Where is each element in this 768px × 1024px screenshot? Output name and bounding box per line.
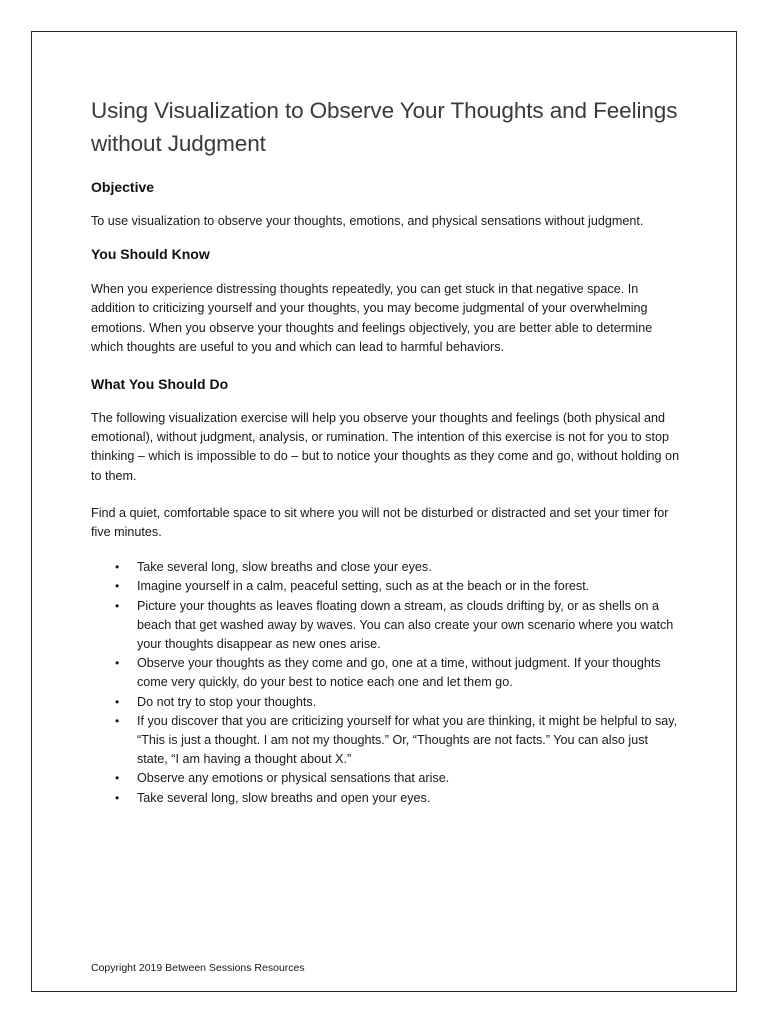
list-item-text: Do not try to stop your thoughts. — [137, 694, 317, 709]
list-item — [115, 769, 681, 788]
bullet-icon: • — [115, 790, 120, 805]
list-item — [115, 712, 681, 770]
bullet-icon: • — [115, 694, 120, 709]
should-know-heading: You Should Know — [91, 246, 210, 263]
list-item — [115, 693, 681, 712]
list-item-text: Take several long, slow breaths and close your eyes. — [137, 560, 432, 575]
list-item-text: Observe any emotions or physical sensations that arise. — [137, 771, 450, 786]
should-do-heading: What You Should Do — [91, 376, 229, 393]
bullet-icon: • — [115, 713, 120, 728]
bullet-icon: • — [115, 598, 120, 613]
copyright-footer: Copyright 2019 Between Sessions Resources — [91, 962, 305, 974]
list-item-text: Observe your thoughts as they come and go, one at a time, without judgment. If your thoughts come very quickly, do your best to notice each one and let them go. — [137, 656, 661, 690]
should-do-paragraph: The following visualization exercise will help you observe your thoughts and feelings (both physical and emotional), without judgment, analysis, or rumination. The intention of this exercise is not for you to stop thinking – which is impossible to do – but to notice your thoughts as they come and go, without holding on to them. — [91, 411, 680, 483]
bullet-icon: • — [115, 560, 120, 575]
list-item — [115, 597, 681, 655]
bullet-icon: • — [115, 656, 120, 671]
objective-text: To use visualization to observe your thoughts, emotions, and physical sensations without judgment. — [91, 214, 644, 228]
document-title: Using Visualization to Observe Your Thoughts and Feelings without Judgment — [91, 98, 678, 156]
list-item — [115, 654, 681, 692]
list-item-text: Picture your thoughts as leaves floating down a stream, as clouds drifting by, or as shells on a beach that get washed away by waves. You can also create your own scenario where you watch your thoughts disappear as new ones arise. — [137, 598, 674, 652]
list-item — [115, 577, 681, 596]
should-know-text: When you experience distressing thoughts repeatedly, you can get stuck in that negative space. In addition to criticizing yourself and your thoughts, you may become judgmental of your overwhelming emotions. When you observe your thoughts and feelings objectively, you are better able to determine which thoughts are useful to you and which can lead to harmful behaviors. — [91, 282, 653, 354]
objective-heading: Objective — [91, 179, 155, 195]
instruction-list — [91, 558, 681, 808]
bullet-icon: • — [115, 579, 120, 594]
list-item — [115, 558, 681, 577]
should-do-paragraph: Find a quiet, comfortable space to sit where you will not be disturbed or distracted and set your timer for five minutes. — [91, 505, 669, 540]
document-content — [91, 94, 681, 808]
list-item-text: If you discover that you are criticizing yourself for what you are thinking, it might be helpful to say, “This is just a thought. I am not my thoughts.” Or, “Thoughts are not facts.” You can also just state, “I am having a thought about X.” — [137, 713, 678, 767]
list-item-text: Take several long, slow breaths and open your eyes. — [137, 790, 431, 805]
bullet-icon: • — [115, 771, 120, 786]
list-item — [115, 789, 681, 808]
list-item-text: Imagine yourself in a calm, peaceful setting, such as at the beach or in the forest. — [137, 579, 590, 594]
document-page — [31, 31, 737, 992]
